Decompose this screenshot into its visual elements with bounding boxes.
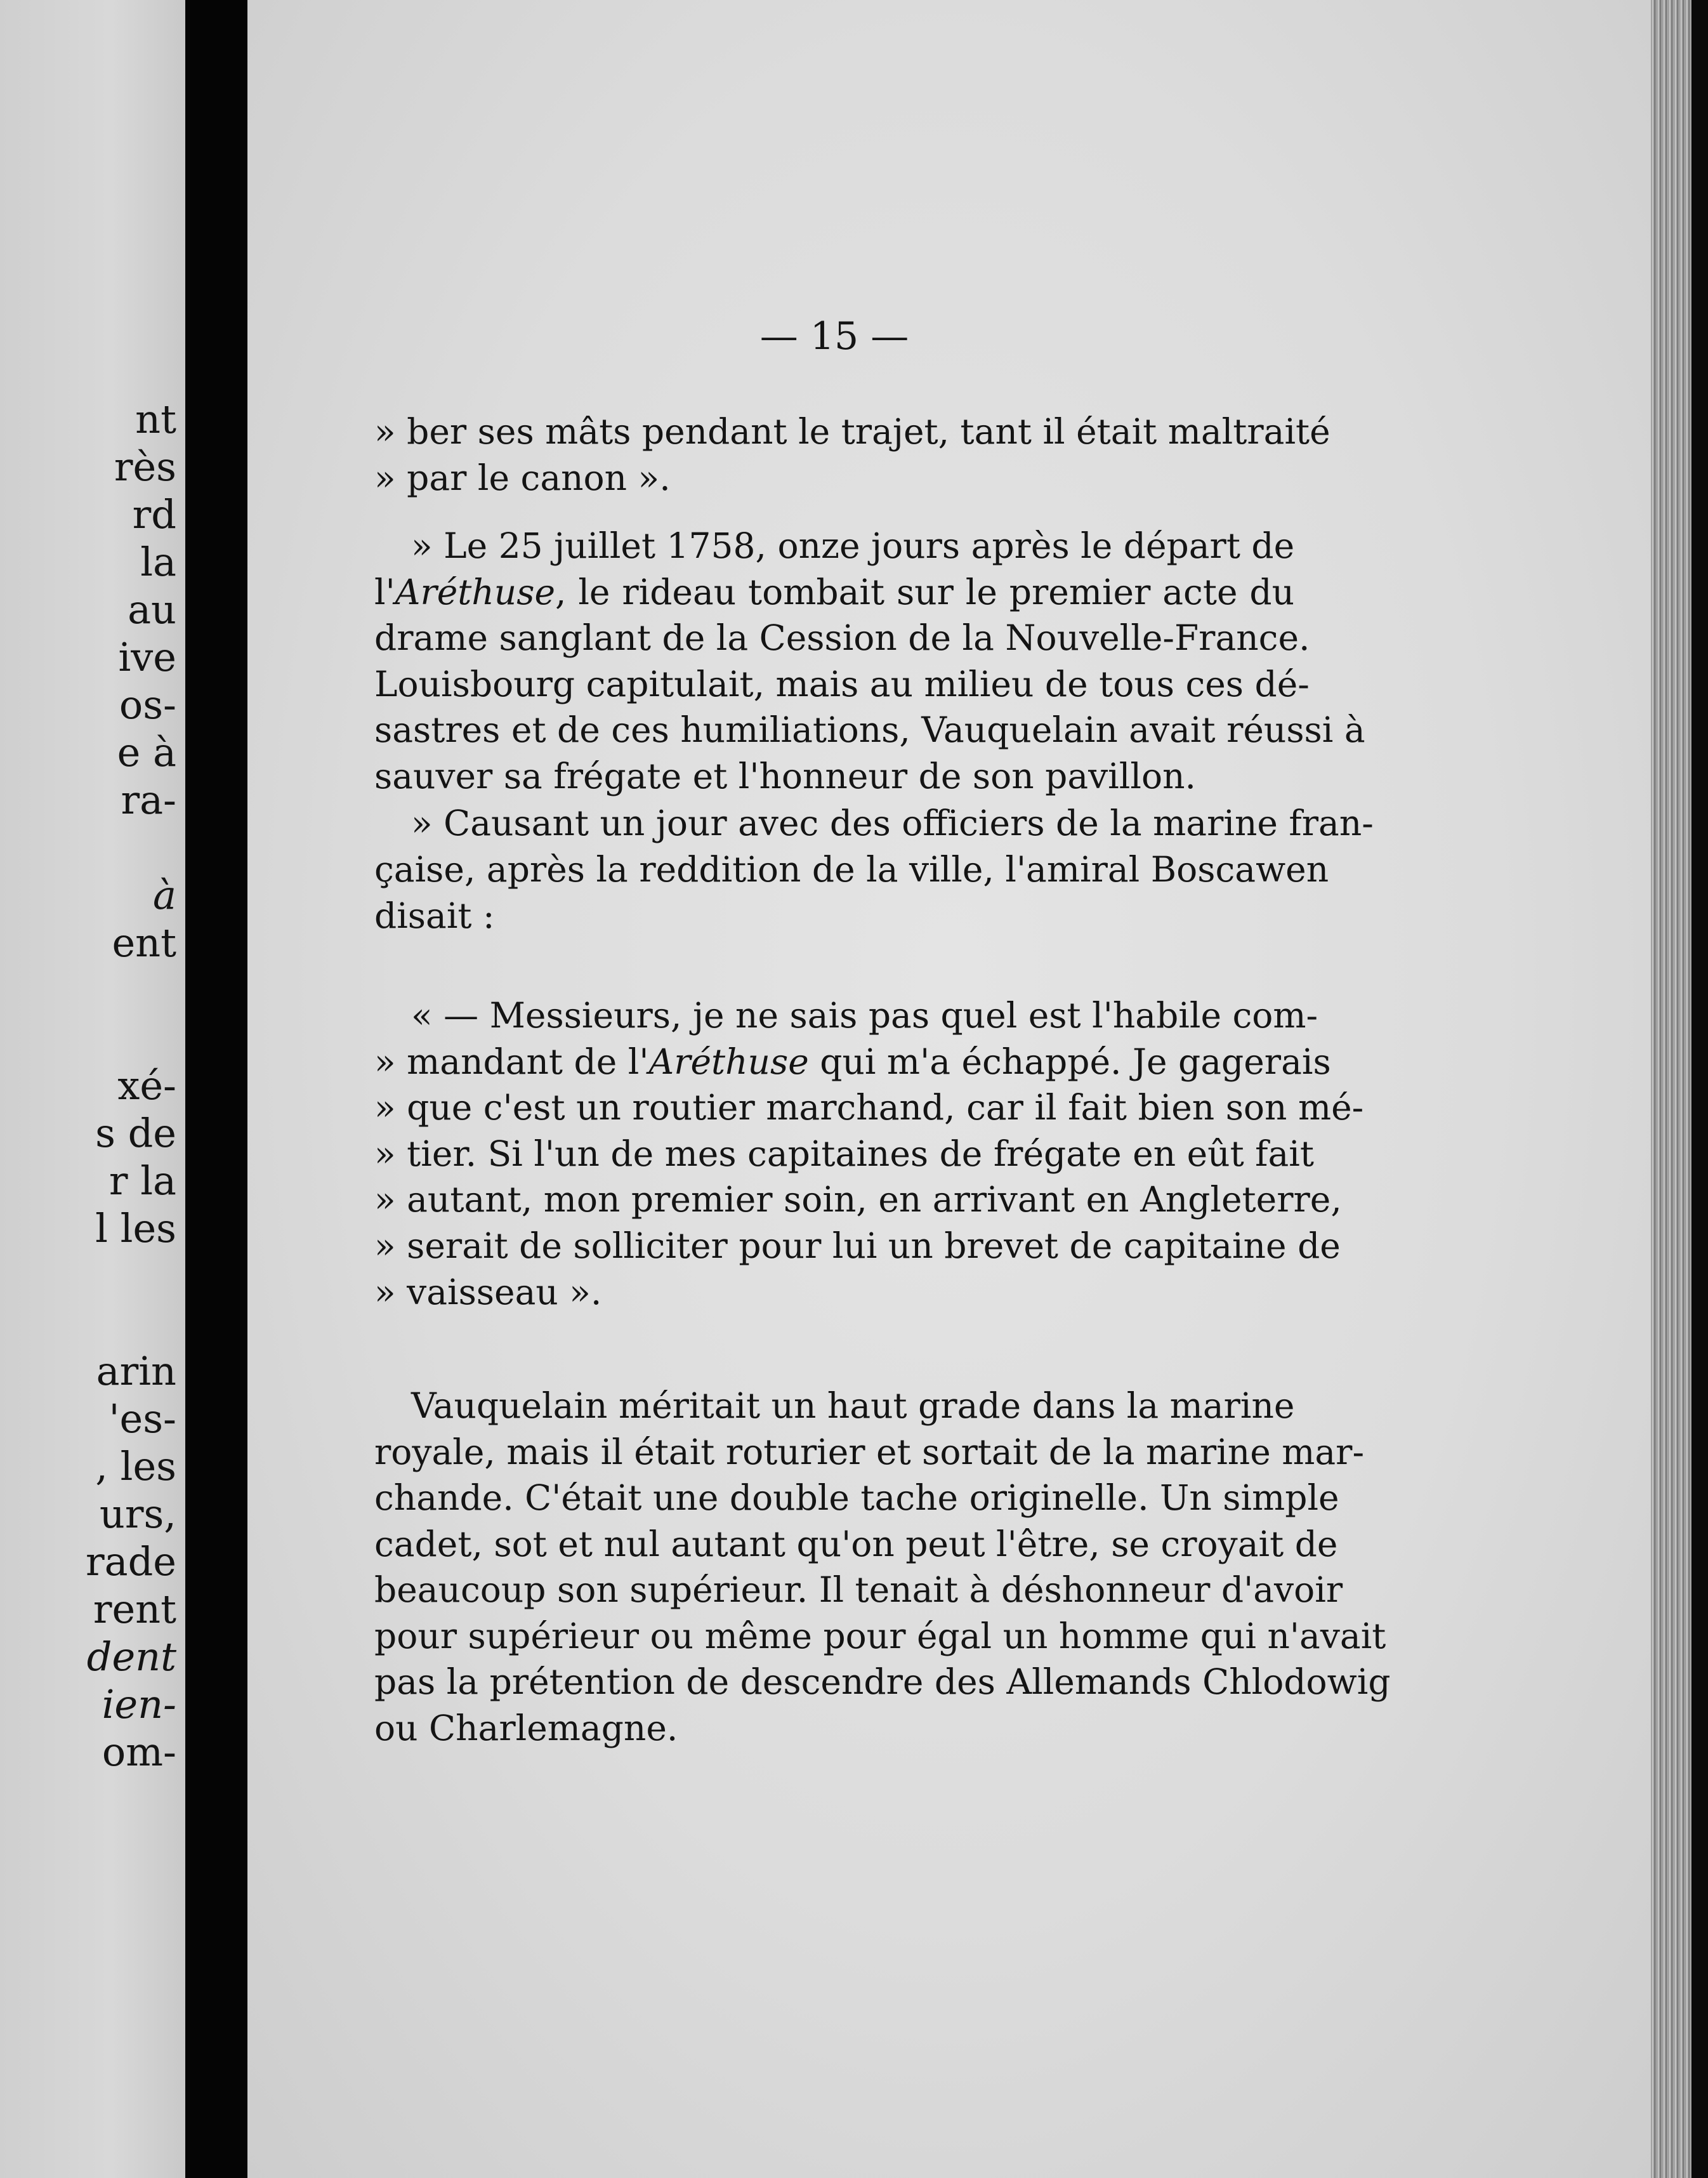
left-page-line: s de: [95, 1110, 176, 1156]
text-line: [374, 456, 1294, 500]
text-line-segment: » par le canon ».: [374, 458, 671, 498]
left-page-line: om-: [102, 1729, 176, 1775]
ship-name: Aréthuse: [648, 1041, 809, 1082]
book-gutter: [185, 0, 247, 2178]
left-page-line: , les: [95, 1443, 176, 1489]
text-line-segment: ou Charlemagne.: [374, 1708, 678, 1748]
text-line: [374, 570, 1294, 614]
text-line-segment: Louisbourg capitulait, mais au milieu de tous ces dé-: [374, 664, 1310, 704]
left-facing-page: [0, 0, 185, 2178]
text-line: [374, 1430, 1365, 1474]
text-line-segment: sastres et de ces humiliations, Vauquelain avait réussi à: [374, 710, 1365, 750]
left-page-line: la: [140, 539, 176, 585]
left-page-line: urs,: [99, 1491, 176, 1537]
text-line: [411, 801, 1374, 845]
left-page-line: os-: [119, 682, 176, 728]
left-page-line: à: [153, 872, 176, 918]
text-line-segment: sauver sa frégate et l'honneur de son pavillon.: [374, 756, 1196, 796]
text-line: [374, 1270, 1294, 1314]
text-line-segment: » tier. Si l'un de mes capitaines de frégate en eût fait: [374, 1133, 1314, 1174]
left-page-line: rd: [132, 491, 176, 538]
text-line-segment: » serait de solliciter pour lui un brevet de capitaine de: [374, 1225, 1341, 1266]
text-line: [411, 1383, 1294, 1428]
text-line: [374, 1085, 1364, 1130]
text-line-segment: pas la prétention de descendre des Allemands Chlodowig: [374, 1661, 1391, 1702]
left-page-line: rès: [114, 444, 176, 490]
text-line-segment: » Causant un jour avec des officiers de la marine fran-: [411, 803, 1374, 843]
text-line: [374, 662, 1310, 706]
left-page-line: rade: [86, 1538, 176, 1585]
page-number: — 15 —: [759, 314, 909, 359]
left-page-line: ien-: [102, 1681, 176, 1727]
text-line-segment: » mandant de l': [374, 1041, 649, 1082]
left-page-line: ive: [118, 634, 176, 680]
text-line-segment: » ber ses mâts pendant le trajet, tant il était maltraité: [374, 411, 1330, 452]
book-page: [247, 0, 1651, 2178]
text-line-segment: « — Messieurs, je ne sais pas quel est l'habile com-: [411, 995, 1318, 1036]
text-line: [374, 847, 1329, 892]
text-line-segment: pour supérieur ou même pour égal un homme qui n'avait: [374, 1616, 1386, 1656]
left-page-line: l les: [95, 1205, 176, 1251]
text-line-segment: royale, mais il était roturier et sortait de la marine mar-: [374, 1432, 1365, 1472]
left-page-line: dent: [86, 1634, 176, 1680]
text-line: [374, 1040, 1331, 1084]
text-line: [374, 1614, 1386, 1658]
text-line: [411, 524, 1294, 568]
text-line-segment: l': [374, 572, 395, 612]
left-page-line: r la: [108, 1158, 176, 1204]
text-line-segment: » que c'est un routier marchand, car il fait bien son mé-: [374, 1087, 1364, 1128]
text-line: [374, 1132, 1314, 1176]
left-page-line: au: [128, 586, 176, 633]
text-line-segment: Vauquelain méritait un haut grade dans la marine: [411, 1385, 1295, 1426]
left-page-line: ent: [112, 920, 176, 966]
ship-name: Aréthuse: [395, 572, 555, 612]
left-page-line: e à: [117, 729, 176, 776]
text-line-segment: , le rideau tombait sur le premier acte du: [555, 572, 1294, 612]
text-line: [411, 993, 1318, 1038]
text-line-segment: disait :: [374, 895, 495, 936]
text-line: [374, 754, 1294, 798]
text-line: [374, 1568, 1343, 1612]
text-line: [374, 708, 1365, 752]
left-page-line: arin: [96, 1348, 176, 1394]
text-line-segment: » Le 25 juillet 1758, onze jours après le départ de: [411, 525, 1295, 566]
left-page-line: xé-: [117, 1062, 176, 1109]
text-line-segment: » autant, mon premier soin, en arrivant en Angleterre,: [374, 1179, 1342, 1220]
text-line-segment: » vaisseau ».: [374, 1272, 602, 1312]
left-page-line: nt: [135, 396, 176, 442]
text-line-segment: çaise, après la reddition de la ville, l'amiral Boscawen: [374, 849, 1329, 890]
text-line: [374, 1177, 1342, 1222]
text-line: [374, 1706, 1294, 1750]
text-line-segment: beaucoup son supérieur. Il tenait à déshonneur d'avoir: [374, 1569, 1343, 1610]
text-line-segment: drame sanglant de la Cession de la Nouvelle-France.: [374, 617, 1310, 658]
text-line: [374, 1224, 1341, 1268]
text-line: [374, 1475, 1339, 1520]
left-page-line: ra-: [121, 777, 176, 823]
text-line: [374, 409, 1330, 454]
text-line: [374, 616, 1310, 660]
left-page-line: 'es-: [108, 1396, 176, 1442]
page-edges: [1651, 0, 1708, 2178]
text-line: [374, 894, 1294, 938]
text-line-segment: qui m'a échappé. Je gagerais: [808, 1041, 1331, 1082]
text-line: [374, 1660, 1391, 1704]
text-line-segment: chande. C'était une double tache originelle. Un simple: [374, 1477, 1339, 1518]
text-line: [374, 1522, 1338, 1566]
text-line-segment: cadet, sot et nul autant qu'on peut l'être, se croyait de: [374, 1524, 1338, 1564]
left-page-line: rent: [93, 1586, 176, 1632]
